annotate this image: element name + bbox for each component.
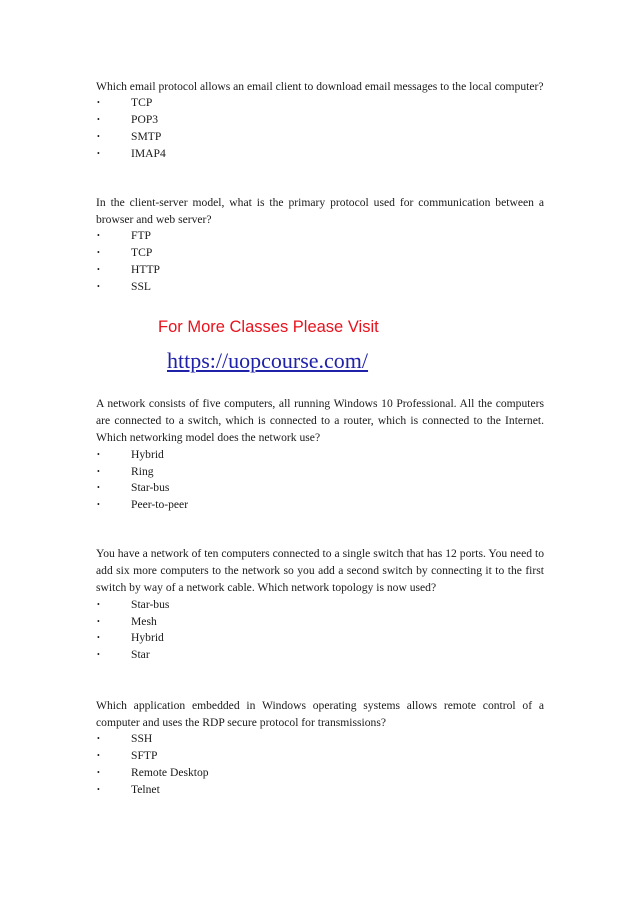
bullet-icon: •	[97, 734, 100, 744]
option-label: Star-bus	[131, 481, 170, 495]
question-text: In the client-server model, what is the primary protocol used for communication between a browser and web server?	[96, 196, 544, 227]
question-text: You have a network of ten computers connected to a single switch that has 12 ports. You need to add six more computers to the network so you add a second switch by connecting it to the first switch by way of a network cable. Which network topology is now used?	[96, 547, 544, 595]
bullet-icon: •	[97, 650, 100, 660]
option-list	[96, 447, 544, 515]
option-item	[96, 279, 544, 296]
option-label: Ring	[131, 464, 154, 478]
option-item	[96, 782, 544, 799]
option-item	[96, 245, 544, 262]
option-label: Hybrid	[131, 631, 164, 645]
option-label: Peer-to-peer	[131, 498, 189, 512]
option-item	[96, 597, 544, 614]
bullet-icon: •	[97, 148, 100, 158]
bullet-icon: •	[97, 599, 100, 609]
question-1	[96, 78, 544, 163]
bullet-icon: •	[97, 785, 100, 795]
option-label: Mesh	[131, 614, 157, 628]
bullet-icon: •	[97, 115, 100, 125]
option-list	[96, 95, 544, 163]
option-item	[96, 464, 544, 481]
option-item	[96, 497, 544, 514]
option-item	[96, 647, 544, 664]
option-item	[96, 146, 544, 163]
bullet-icon: •	[97, 483, 100, 493]
option-label: TCP	[131, 246, 153, 260]
option-item	[96, 614, 544, 631]
option-list	[96, 597, 544, 665]
bullet-icon: •	[97, 751, 100, 761]
option-label: TCP	[131, 96, 153, 110]
option-item	[96, 480, 544, 497]
question-5	[96, 697, 544, 799]
option-label: HTTP	[131, 263, 160, 277]
question-text: Which application embedded in Windows operating systems allows remote control of a computer and uses the RDP secure protocol for transmissions?	[96, 699, 544, 730]
option-item	[96, 765, 544, 782]
question-3	[96, 395, 544, 514]
bullet-icon: •	[97, 98, 100, 108]
option-label: FTP	[131, 229, 151, 243]
option-item	[96, 129, 544, 146]
option-item	[96, 447, 544, 464]
bullet-icon: •	[97, 633, 100, 643]
bullet-icon: •	[97, 500, 100, 510]
option-item	[96, 262, 544, 279]
option-item	[96, 731, 544, 748]
option-label: Hybrid	[131, 447, 164, 461]
question-text: A network consists of five computers, all running Windows 10 Professional. All the computers are connected to a switch, which is connected to a router, which is connected to the Internet. Which networking model does the network use?	[96, 397, 544, 445]
option-list	[96, 228, 544, 296]
option-label: Star	[131, 648, 150, 662]
option-label: IMAP4	[131, 146, 166, 160]
option-item	[96, 630, 544, 647]
option-item	[96, 748, 544, 765]
bullet-icon: •	[97, 466, 100, 476]
bullet-icon: •	[97, 131, 100, 141]
option-label: Remote Desktop	[131, 766, 209, 780]
option-label: POP3	[131, 113, 159, 127]
option-label: Telnet	[131, 783, 160, 797]
question-text: Which email protocol allows an email client to download email messages to the local computer?	[96, 80, 544, 93]
option-label: SFTP	[131, 749, 158, 763]
option-item	[96, 95, 544, 112]
promo-link[interactable]: https://uopcourse.com/	[167, 348, 369, 373]
option-label: Star-bus	[131, 597, 170, 611]
bullet-icon: •	[97, 248, 100, 258]
bullet-icon: •	[97, 265, 100, 275]
option-label: SMTP	[131, 129, 162, 143]
bullet-icon: •	[97, 231, 100, 241]
option-item	[96, 228, 544, 245]
promo-heading: For More Classes Please Visit	[158, 318, 379, 336]
option-label: SSH	[131, 732, 153, 746]
question-2	[96, 194, 544, 296]
question-4	[96, 545, 544, 664]
bullet-icon: •	[97, 449, 100, 459]
bullet-icon: •	[97, 768, 100, 778]
option-item	[96, 112, 544, 129]
option-list	[96, 731, 544, 799]
bullet-icon: •	[97, 616, 100, 626]
bullet-icon: •	[97, 282, 100, 292]
option-label: SSL	[131, 280, 151, 294]
